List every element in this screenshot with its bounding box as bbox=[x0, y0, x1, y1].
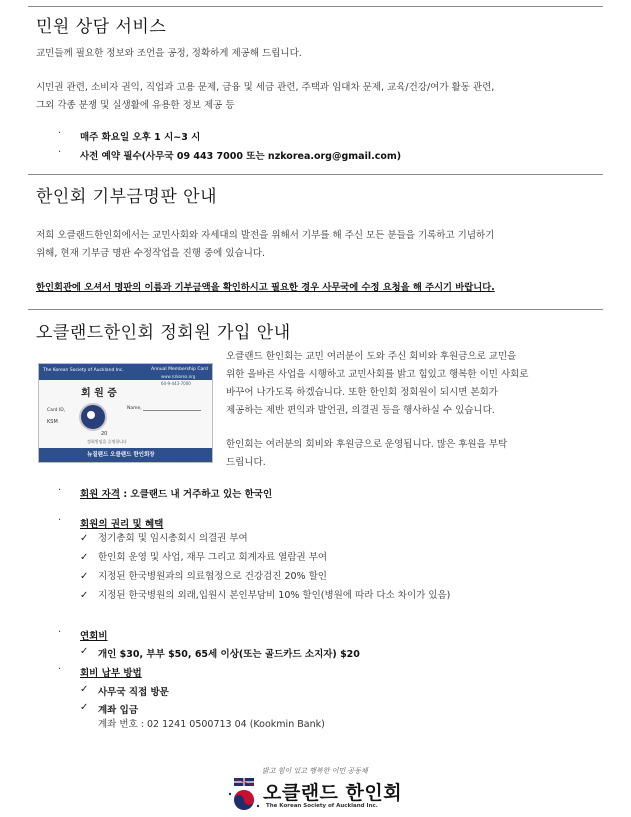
section-divider bbox=[28, 174, 603, 175]
bullet-dot: · bbox=[58, 627, 62, 638]
service-title: 민원 상담 서비스 bbox=[36, 17, 167, 37]
card-name-line bbox=[143, 410, 201, 411]
fee-text: 개인 $30, 부부 $50, 65세 이상(또는 골드카드 소지자) $20 bbox=[98, 649, 360, 660]
membership-para-line2: 위한 올바른 사업을 시행하고 교민사회를 밝고 힘있고 행복한 이민 사회로 bbox=[226, 369, 529, 380]
check-icon: ✓ bbox=[80, 590, 89, 601]
card-org: The Korean Society of Auckland Inc. bbox=[43, 368, 124, 373]
donation-title: 한인회 기부금명판 안내 bbox=[36, 187, 218, 207]
qualification-text: : 오클랜드 내 거주하고 있는 한국인 bbox=[123, 489, 273, 500]
donation-para-line2: 위해, 현재 기부금 명판 수정작업을 진행 중에 있습니다. bbox=[36, 248, 266, 259]
rights-item: 정기총회 및 임시총회시 의결권 부여 bbox=[98, 533, 248, 544]
qualification-item bbox=[80, 486, 272, 500]
fee-label: 연회비 bbox=[80, 631, 108, 642]
card-web: www.nzkorea.org bbox=[161, 374, 196, 379]
check-icon: ✓ bbox=[80, 702, 89, 713]
card-id-value: KSM bbox=[47, 419, 58, 425]
check-icon: ✓ bbox=[80, 533, 89, 544]
top-divider bbox=[28, 6, 603, 7]
bullet-dot: · bbox=[58, 664, 62, 675]
card-emblem-center-icon bbox=[87, 411, 95, 419]
service-intro: 교민들께 필요한 정보와 조언을 공정, 정확하게 제공해 드립니다. bbox=[36, 48, 302, 59]
card-footer: 뉴질랜드 오클랜드 한인회장 bbox=[87, 452, 155, 458]
service-desc-line1: 시민권 관련, 소비자 권익, 직업과 고용 문제, 금융 및 세금 관련, 주택과 임대차 문제, 교육/건강/여가 활동 관련, bbox=[36, 82, 495, 93]
check-icon: ✓ bbox=[80, 571, 89, 582]
card-phone: 64-9-443-7000 bbox=[161, 381, 191, 386]
membership-title: 오클랜드한인회 정회원 가입 안내 bbox=[36, 323, 291, 343]
card-id-label: Card ID, bbox=[47, 408, 66, 413]
membership-support-line1: 한인회는 여러분의 회비와 후원금으로 운영됩니다. 많은 후원을 부탁 bbox=[226, 439, 508, 450]
check-icon: ✓ bbox=[80, 552, 89, 563]
rights-item: 지정된 한국병원과의 의료협정으로 건강검진 20% 할인 bbox=[98, 571, 327, 582]
card-year: 20 bbox=[101, 431, 108, 437]
payment-option-visit: 사무국 직접 방문 bbox=[98, 687, 169, 698]
donation-para-line1: 저희 오클랜드한인회에서는 교민사회와 자세대의 발전을 위해서 기부를 해 주신 모든 분들을 기록하고 기념하기 bbox=[36, 230, 495, 241]
bullet-dot: · bbox=[58, 128, 62, 139]
card-type: Annual Membership Card bbox=[151, 367, 208, 372]
card-title: 회 원 증 bbox=[81, 388, 117, 399]
rights-item: 한인회 운영 및 사업, 재무 그리고 회계자료 열람권 부여 bbox=[98, 552, 328, 563]
service-bullet-hours: 매주 화요일 오후 1 시~3 시 bbox=[80, 132, 201, 143]
payment-label: 회비 납부 방법 bbox=[80, 668, 142, 679]
qualification-label: 회원 자격 bbox=[80, 489, 121, 500]
card-note: 정회원임을 증명합니다 bbox=[87, 439, 127, 444]
account-number: 계좌 번호 : 02 1241 0500713 04 (Kookmin Bank) bbox=[98, 719, 325, 730]
check-icon: ✓ bbox=[80, 646, 89, 657]
bullet-dot: · bbox=[58, 515, 62, 526]
bullet-dot: · bbox=[58, 485, 62, 496]
membership-para-line3: 바꾸어 나가도록 하겠습니다. 또한 한인회 정회원이 되시면 본회가 bbox=[226, 387, 498, 398]
service-bullet-reservation: 사전 예약 필수(사무국 09 443 7000 또는 nzkorea.org@gmail.com) bbox=[80, 151, 402, 162]
footer-org-name: 오클랜드 한인회 bbox=[263, 782, 403, 804]
card-name-label: Name, bbox=[127, 406, 142, 411]
footer-org-english: The Korean Society of Auckland Inc. bbox=[266, 803, 378, 809]
donation-notice: 한인회관에 오셔서 명판의 이름과 기부금액을 확인하시고 필요한 경우 사무국에 수정 요청을 해 주시기 바랍니다. bbox=[36, 282, 495, 293]
service-desc-line2: 그외 각종 분쟁 및 실생활에 유용한 정보 제공 등 bbox=[36, 100, 235, 111]
membership-para-line1: 오클랜드 한인회는 교민 여러분이 도와 주신 회비와 후원금으로 교민을 bbox=[226, 351, 517, 362]
footer-slogan: 밝고 힘이 있고 행복한 이민 공동체 bbox=[262, 767, 368, 775]
membership-card-image bbox=[38, 363, 213, 463]
check-icon: ✓ bbox=[80, 684, 89, 695]
rights-label: 회원의 권리 및 혜택 bbox=[80, 519, 164, 530]
section-divider bbox=[28, 309, 603, 310]
korea-flag-logo-icon bbox=[226, 776, 262, 812]
rights-item: 지정된 한국병원의 외래,입원시 본인부담비 10% 할인(병원에 따라 다소 차이가 있음) bbox=[98, 590, 451, 601]
payment-option-transfer: 계좌 입금 bbox=[98, 705, 139, 716]
membership-support-line2: 드립니다. bbox=[226, 457, 266, 468]
bullet-dot: · bbox=[58, 147, 62, 158]
membership-para-line4: 제공하는 제반 편익과 발언권, 의결권 등을 행사하실 수 있습니다. bbox=[226, 405, 495, 416]
